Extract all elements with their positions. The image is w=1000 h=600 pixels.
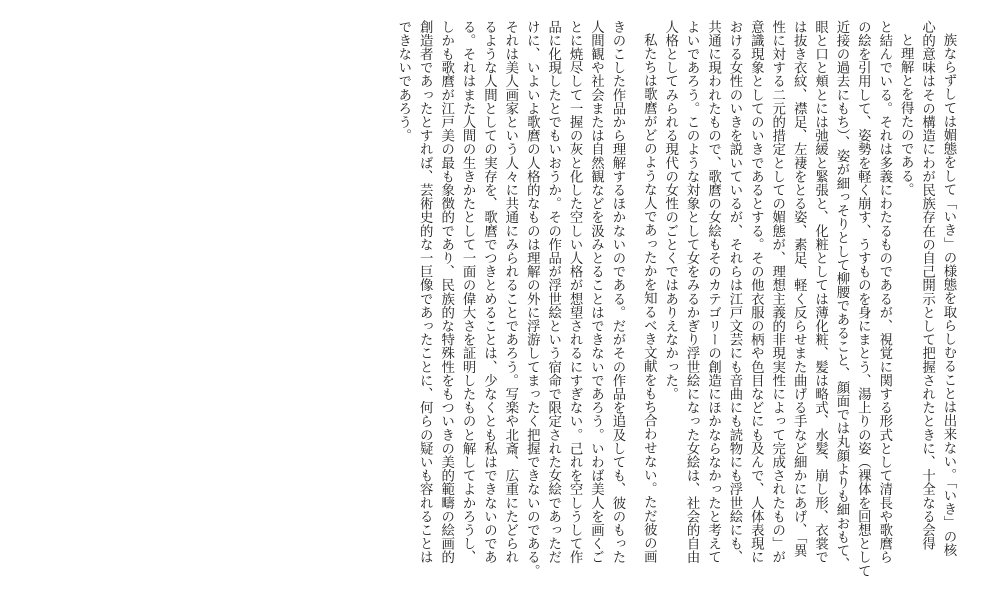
text-column-24: しかも歌麿が江戸美の最も象徴的であり、民族的な特殊性をもついきの美的範疇の絵画的 [438,20,454,564]
text-column-1: 族ならずしては媚態をして「いき」の様態を取らしむることは出来ない。「いき」の核 [941,33,956,557]
text-column-17: 人間観や社会または自然観などを汲みとることはできないであろう。いわば美人を画くご [588,20,604,564]
text-column-4: と結んでいる。それは多義にわたるものであるが、視覚に関する形式として清長や歌麿ら [876,20,892,564]
vertical-text-body [279,20,959,585]
text-column-14: 人格としてみられる現代の女性のごとくではありえなかった。 [662,20,678,401]
text-column-9: 性に対する二元的措定としての媚態が、理想主義的非現実性によって完成されたもの」が [769,20,785,564]
text-column-26: できないであろう。 [395,20,411,143]
text-column-3: と理解とを得たのである。 [898,33,914,197]
text-column-5: の絵を引用して、姿勢を軽く崩す、うすものを身にまとう、湯上りの姿（裸体を回想として [855,20,871,578]
text-column-15: 私たちは歌麿がどのような人であったかを知るべき文献をもち合わせない。ただ彼の画 [641,33,657,564]
text-column-19: 品に化現したとでもいおうか。その作品が浮世絵という宿命で限定された女絵であっただ [545,20,561,564]
text-column-13: よいであろう。このような対象として女をみるかぎり浮世絵になった女絵は、社会的自由 [684,20,700,564]
text-column-16: きのこした作品から理解するほかないのである。だがその作品を追及しても、彼のもった [609,20,625,564]
text-column-12: 共通に現われたもので、歌麿の女絵もそのカテゴリーの創造にほかならなかったと考えて [705,20,721,564]
text-column-11: おける女性のいきを説いているが、それらは江戸文芸にも音曲にも読物にも浮世絵にも、 [726,20,742,564]
text-column-21: それは美人画家という人々に共通にみられることであろう。写楽や北斎、広重にたどられ [502,20,518,564]
text-column-2: 心的意味はその構造にわが民族存在の自己開示として把握されたときに、十全なる会得 [919,20,935,551]
text-column-25: 創造者であったとすれば、芸術史的な一巨像であったことに、何らの疑いも容れることは [417,20,433,564]
text-column-18: とに焼尽して一握の灰と化した空しい人格が想望されるにすぎない。己れを空しうして作 [567,20,583,564]
text-column-10: 意識現象としてのいきであるとする。その他衣服の柄や色目などにも及んで、人体表現に [748,20,764,564]
text-column-6: 近接の過去にもち）、姿が細っそりとして柳腰であること、顔面では丸顔よりも細おもて、 [833,20,849,571]
text-column-20: けに、いよいよ歌麿の人格的なものは理解の外に浮游してまったく把握できないのである。 [524,20,540,578]
text-column-23: る。それはまた人間の生きかたとして一面の偉大さを証明したものと解してよかろうし、 [460,20,476,564]
text-column-22: るような人間としての実存を、歌麿でつきとめることは、少なくとも私はできないのであ [481,20,497,564]
text-column-7: 眼と口と頬とには弛緩と緊張と、化粧としては薄化粧、髪は略式、水髪、崩し形、衣裳で [812,20,828,564]
text-column-8: は抜き衣紋、襟足、左褄をとる姿、素足、軽く反らせまた曲げる手など細かにあげ、「異 [791,20,807,558]
